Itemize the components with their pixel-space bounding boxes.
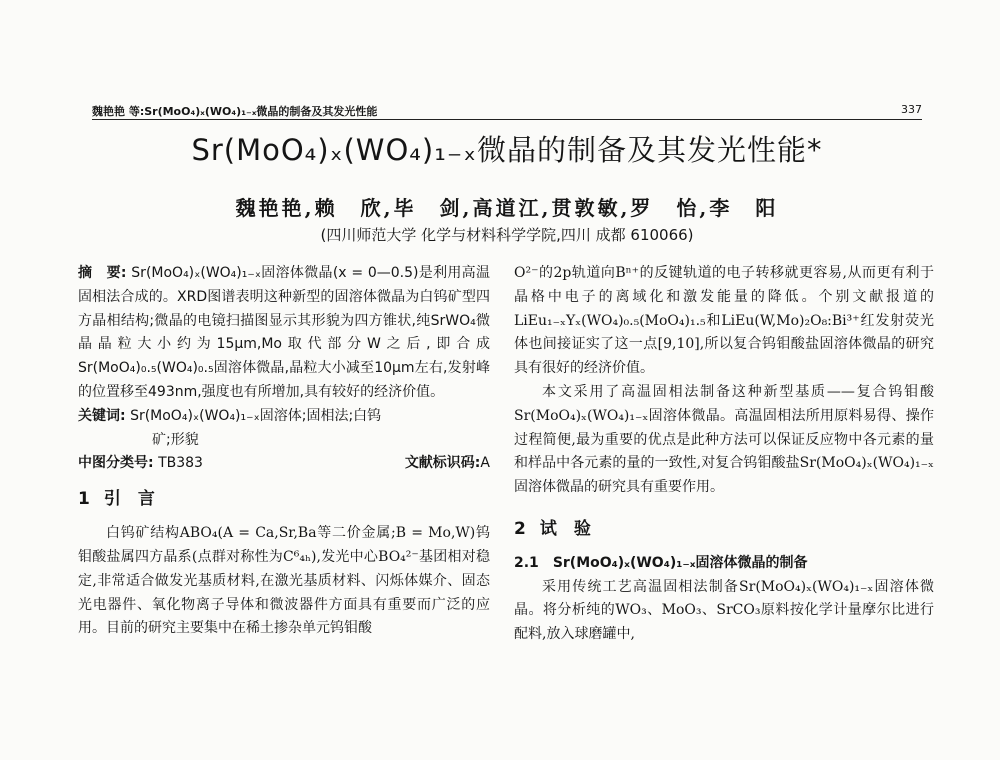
section-2-number: 2	[514, 518, 526, 539]
author-list: 魏艳艳,赖 欣,毕 剑,高道江,贯敦敏,罗 怡,李 阳	[235, 196, 779, 220]
abstract-text: Sr(MoO₄)ₓ(WO₄)₁₋ₓ固溶体微晶(x = 0—0.5)是利用高温固相法合成的。XRD图谱表明这种新型的固溶体微晶为白钨矿型四方晶相结构;微晶的电镜扫描图显示其形貌为四方锥状,纯SrWO₄微晶晶粒大小约为15μm,Mo取代部分W之后,即合成Sr(MoO₄)₀.₅(WO₄)₀.₅固溶体微晶,晶粒大小减至10μm左右,发射峰的位置移至493nm,强度也有所增加,具有较好的经济价值。	[78, 265, 490, 400]
running-head	[92, 103, 922, 119]
keywords-line-1: Sr(MoO₄)ₓ(WO₄)₁₋ₓ固溶体;固相法;白钨	[130, 407, 382, 424]
classification-label: 中图分类号:	[78, 455, 154, 472]
keywords-label: 关键词:	[78, 407, 126, 424]
document-code-value: A	[480, 455, 490, 472]
right-paragraph-1: O²⁻的2p轨道向Bⁿ⁺的反键轨道的电子转移就更容易,从而更有利于晶格中电子的离域化和激发能量的降低。个别文献报道的LiEu₁₋ₓYₓ(WO₄)₀.₅(MoO₄)₁.₅和LiEu(W,Mo)₂O₈:Bi³⁺红发射荧光体也间接证实了这一点[9,10],所以复合钨钼酸盐固溶体微晶的研究具有很好的经济价值。	[514, 265, 934, 377]
section-1-number: 1	[78, 489, 90, 510]
section-2-heading	[514, 518, 934, 542]
section-2-title: 试 验	[539, 518, 591, 539]
paper-title: Sr(MoO₄)ₓ(WO₄)₁₋ₓ微晶的制备及其发光性能*	[191, 133, 823, 167]
left-column	[78, 262, 490, 641]
document-code	[405, 452, 490, 476]
running-head-text: 魏艳艳 等:Sr(MoO₄)ₓ(WO₄)₁₋ₓ微晶的制备及其发光性能	[92, 105, 378, 118]
page-number: 337	[901, 103, 922, 116]
section-1-heading	[78, 488, 490, 512]
abstract-label: 摘 要:	[78, 265, 127, 281]
affiliation: (四川师范大学 化学与材料科学学院,四川 成都 610066)	[320, 226, 694, 244]
classification-row	[78, 452, 490, 476]
subsection-number: 2.1	[514, 554, 539, 571]
right-column	[514, 262, 934, 647]
right-paragraph-2: 本文采用了高温固相法制备这种新型基质——复合钨钼酸Sr(MoO₄)ₓ(WO₄)₁₋ₓ固溶体微晶。高温固相法所用原料易得、操作过程简便,最为重要的优点是此种方法可以保证反应物中各元素的量和样品中各元素的量的一致性,对复合钨钼酸盐Sr(MoO₄)ₓ(WO₄)₁₋ₓ固溶体微晶的研究具有重要作用。	[514, 383, 934, 496]
abstract	[78, 262, 490, 405]
classification-value: TB383	[158, 455, 203, 472]
right-paragraph-3: 采用传统工艺高温固相法制备Sr(MoO₄)ₓ(WO₄)₁₋ₓ固溶体微晶。将分析纯的WO₃、MoO₃、SrCO₃原料按化学计量摩尔比进行配料,放入球磨罐中,	[514, 578, 934, 643]
document-code-label: 文献标识码:	[404, 455, 481, 472]
section-1-title: 引 言	[103, 489, 155, 510]
header-rule	[92, 119, 922, 120]
subsection-title: Sr(MoO₄)ₓ(WO₄)₁₋ₓ固溶体微晶的制备	[552, 554, 808, 571]
section-1-text: 白钨矿结构ABO₄(A = Ca,Sr,Ba等二价金属;B = Mo,W)钨钼酸盐属四方晶系(点群对称性为C⁶₄ₕ),发光中心BO₄²⁻基团相对稳定,非常适合做发光基质材料,在激光基质材料、闪烁体媒介、固态光电器件、氧化物离子导体和微波器件方面具有重要而广泛的应用。目前的研究主要集中在稀土掺杂单元钨钼酸	[78, 525, 490, 637]
keywords	[78, 405, 490, 429]
keywords-continued: 矿;形貌	[152, 431, 199, 448]
subsection-2-1-heading	[514, 552, 934, 576]
